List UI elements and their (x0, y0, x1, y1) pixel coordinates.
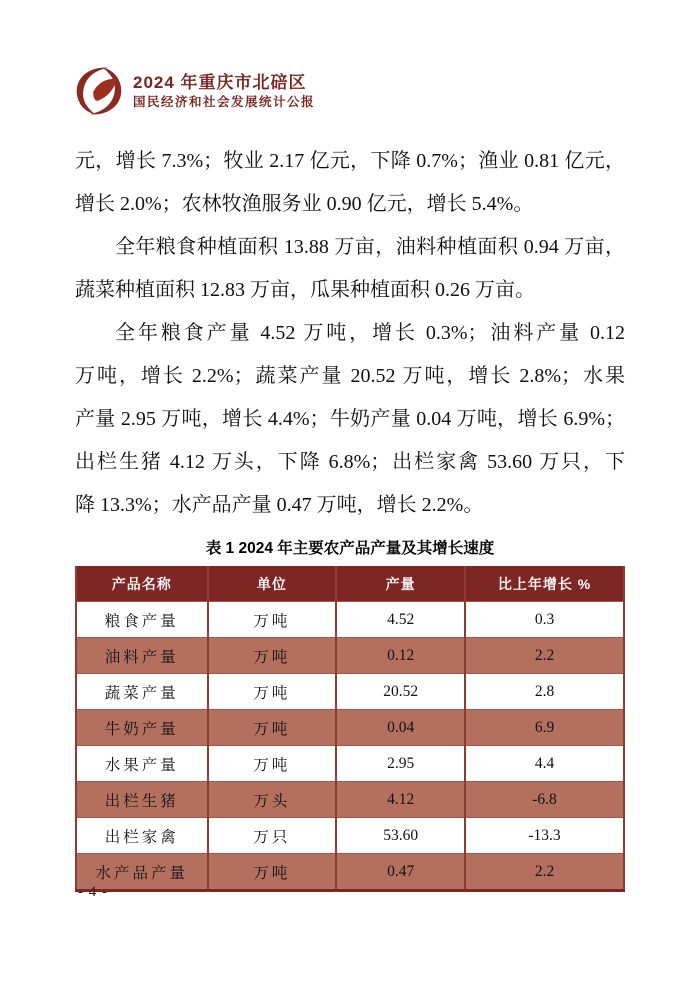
body-line: 全年粮食种植面积 13.88 万亩，油料种植面积 0.94 万亩， (115, 236, 625, 258)
table-cell: 2.2 (465, 854, 624, 891)
table-cell: 2.2 (465, 638, 624, 674)
table-cell: 万吨 (208, 674, 337, 710)
body-line: 全年粮食产量 4.52 万吨，增长 0.3%；油料产量 0.12 (115, 322, 625, 344)
table-header-row (76, 566, 624, 602)
table-row (76, 710, 624, 746)
agri-products-table (75, 566, 625, 892)
body-line: 蔬菜种植面积 12.83 万亩，瓜果种植面积 0.26 万亩。 (75, 279, 535, 301)
table-row (76, 674, 624, 710)
report-title-line1: 2024 年重庆市北碚区 (133, 72, 307, 92)
table-cell: 0.12 (336, 638, 465, 674)
table-cell: 4.12 (336, 782, 465, 818)
table-cell: 0.04 (336, 710, 465, 746)
table-cell: 2.95 (336, 746, 465, 782)
table-cell: 4.4 (465, 746, 624, 782)
table-cell: 油料产量 (76, 638, 208, 674)
table-cell: 出栏家禽 (76, 818, 208, 854)
table-cell: 水产品产量 (76, 854, 208, 891)
col-header-growth: 比上年增长 % (465, 566, 624, 602)
table-cell: 万吨 (208, 854, 337, 891)
table-cell: 20.52 (336, 674, 465, 710)
table-cell: 6.9 (465, 710, 624, 746)
table-cell: 牛奶产量 (76, 710, 208, 746)
page-number: - 4 - (78, 884, 108, 900)
col-header-unit: 单位 (208, 566, 337, 602)
col-header-output: 产量 (336, 566, 465, 602)
col-header-product: 产品名称 (76, 566, 208, 602)
table-cell: -6.8 (465, 782, 624, 818)
body-line: 增长 2.0%；农林牧渔服务业 0.90 亿元，增长 5.4%。 (75, 193, 534, 215)
table-cell: 万吨 (208, 602, 337, 638)
table-cell: 0.3 (465, 602, 624, 638)
table-cell: 粮食产量 (76, 602, 208, 638)
body-line: 降 13.3%；水产品产量 0.47 万吨，增长 2.2%。 (75, 494, 484, 516)
table-row (76, 602, 624, 638)
table-cell: 万吨 (208, 638, 337, 674)
table-cell: 水果产量 (76, 746, 208, 782)
table-cell: 0.47 (336, 854, 465, 891)
table-cell: 出栏生猪 (76, 782, 208, 818)
report-title-line2: 国民经济和社会发展统计公报 (133, 94, 316, 109)
table-row (76, 782, 624, 818)
table-cell: 万只 (208, 818, 337, 854)
body-line: 产量 2.95 万吨，增长 4.4%；牛奶产量 0.04 万吨，增长 6.9%； (75, 408, 625, 430)
table-cell: 万头 (208, 782, 337, 818)
table-title: 表 1 2024 年主要农产品产量及其增长速度 (205, 540, 495, 557)
table-cell: 蔬菜产量 (76, 674, 208, 710)
body-text (75, 140, 625, 527)
body-line: 元，增长 7.3%；牧业 2.17 亿元，下降 0.7%；渔业 0.81 亿元， (75, 150, 625, 172)
table-cell: 2.8 (465, 674, 624, 710)
table-row (76, 854, 624, 891)
report-title (133, 72, 315, 111)
body-line: 出栏生猪 4.12 万头，下降 6.8%；出栏家禽 53.60 万只，下 (75, 451, 625, 473)
table-cell: 4.52 (336, 602, 465, 638)
table-row (76, 818, 624, 854)
body-line: 万吨，增长 2.2%；蔬菜产量 20.52 万吨，增长 2.8%；水果 (75, 365, 625, 387)
table-cell: -13.3 (465, 818, 624, 854)
table-row (76, 746, 624, 782)
report-header (70, 62, 315, 120)
table-cell: 53.60 (336, 818, 465, 854)
table-cell: 万吨 (208, 710, 337, 746)
table-cell: 万吨 (208, 746, 337, 782)
table-row (76, 638, 624, 674)
statistics-logo-icon (70, 62, 128, 120)
